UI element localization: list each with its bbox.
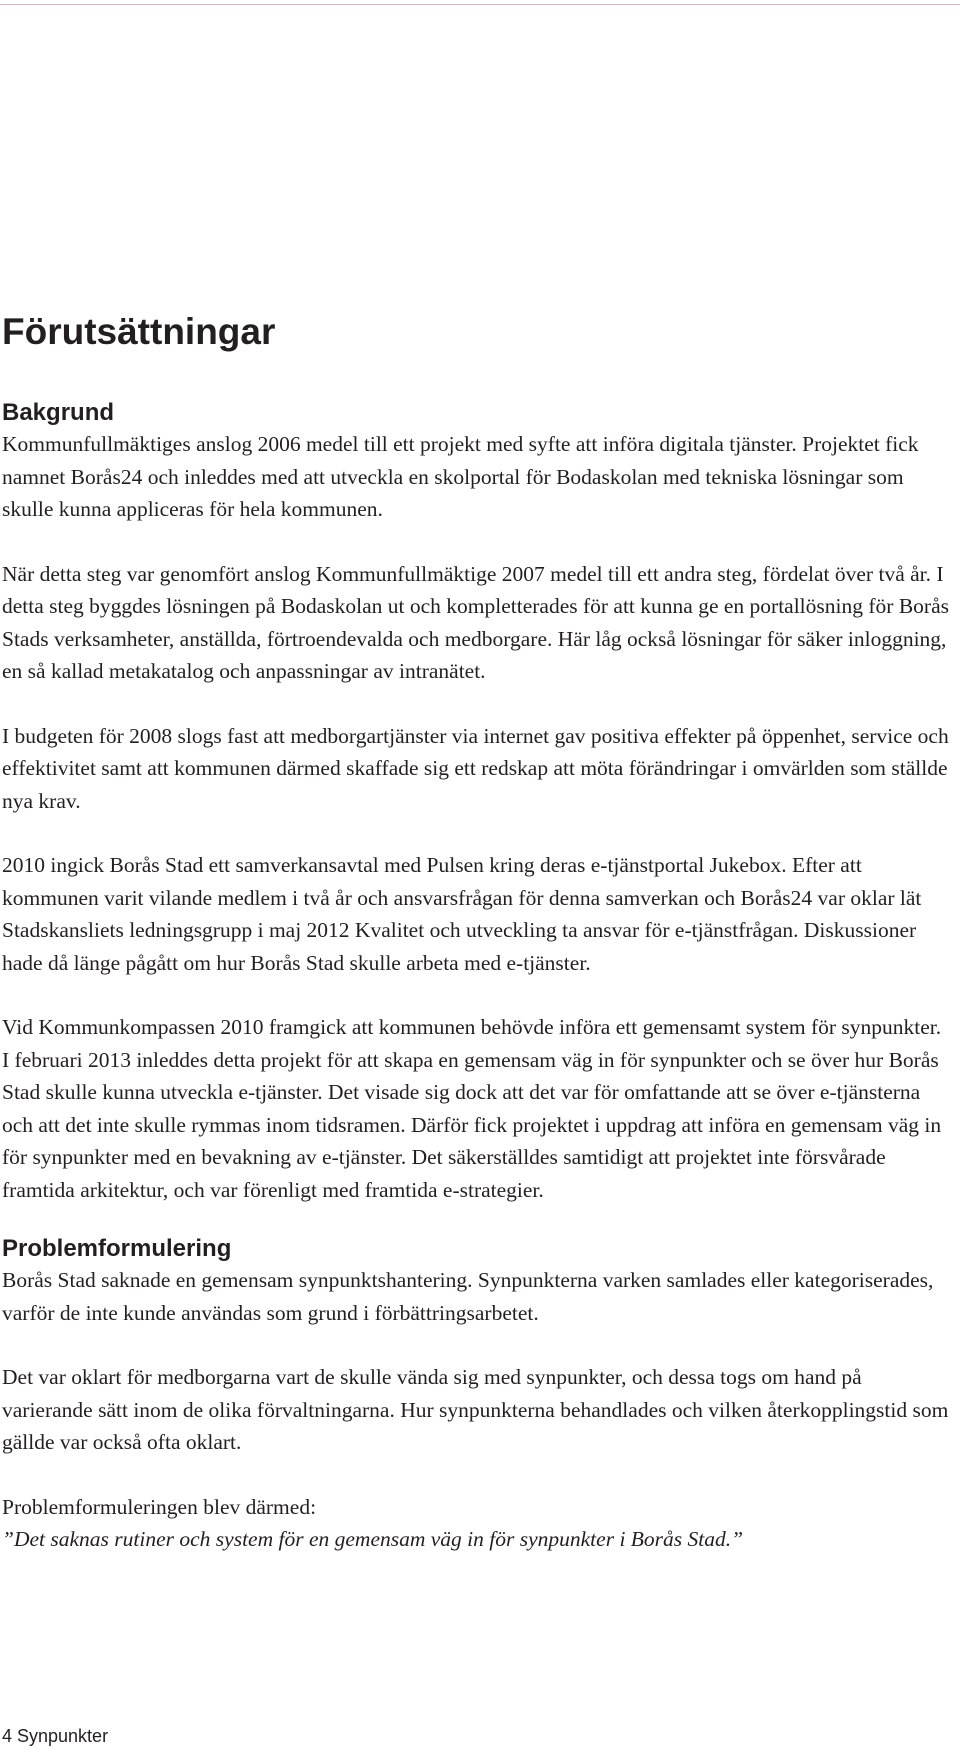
section-heading-problemformulering: Problemformulering [2, 1235, 232, 1262]
page-footer: 4 Synpunkter [2, 1726, 109, 1746]
page-content [2, 310, 952, 1556]
paragraph: Det var oklart för medborgarna vart de skulle vända sig med synpunkter, och dessa togs om hand på varierande sätt inom de olika förvaltningarna. Hur synpunkterna behandlades och vilken återkopplingstid som gällde var också ofta oklart. [2, 1365, 949, 1454]
paragraph: Kommunfullmäktiges anslog 2006 medel till ett projekt med syfte att införa digitala tjänster. Projektet fick namnet Borås24 och inleddes med att utveckla en skolportal för Bodaskolan med tekniska lösningar som skulle kunna appliceras för hela kommunen. [2, 432, 919, 521]
page-title: Förutsättningar [2, 311, 276, 352]
section-problemformulering [2, 1234, 952, 1556]
paragraph: I budgeten för 2008 slogs fast att medborgartjänster via internet gav positiva effekter på öppenhet, service och effektivitet samt att kommunen därmed skaffade sig ett redskap att möta förändringar i omvärlden som ställde nya krav. [2, 723, 949, 813]
top-rule [0, 4, 960, 5]
paragraph: 2010 ingick Borås Stad ett samverkansavtal med Pulsen kring deras e-tjänstportal Jukebox. Efter att kommunen varit vilande medlem i två år och ansvarsfrågan för denna samverkan och Borås24 var oklar lät Stadskansliets ledningsgrupp i maj 2012 Kvalitet och utveckling ta ansvar för e-tjänstfrågan. Diskussioner hade då länge pågått om hur Borås Stad skulle arbeta med e-tjänster. [2, 853, 922, 975]
paragraph: När detta steg var genomfört anslog Kommunfullmäktige 2007 medel till ett andra steg, fördelat över två år. I detta steg byggdes lösningen på Bodaskolan ut och kompletterades för att kunna ge en portallösning för Borås Stads verksamheter, anställda, förtroendevalda och medborgare. Här låg också lösningar för säker inloggning, en så kallad metakatalog och anpassningar av intranätet. [2, 561, 949, 683]
section-bakgrund [2, 398, 952, 1206]
paragraph: Vid Kommunkompassen 2010 framgick att kommunen behövde införa ett gemensamt system för synpunkter. I februari 2013 inleddes detta projekt för att skapa en gemensam väg in för synpunkter och se över hur Borås Stad skulle kunna utveckla e-tjänster. Det visade sig dock att det var för omfattande att se över e-tjänsterna och att det inte skulle rymmas inom tidsramen. Därför fick projektet i uppdrag att införa en gemensam väg in för synpunkter med en bevakning av e-tjänster. Det säkerställdes samtidigt att projektet inte försvårade framtida arkitektur, och var förenligt med framtida e-strategier. [2, 1015, 942, 1202]
problem-quote: ”Det saknas rutiner och system för en gemensam väg in för synpunkter i Borås Stad.” [2, 1527, 744, 1551]
paragraph: Borås Stad saknade en gemensam synpunktshantering. Synpunkterna varken samlades eller kategoriserades, varför de inte kunde användas som grund i förbättringsarbetet. [2, 1268, 934, 1325]
section-spacer [2, 1206, 952, 1234]
section-heading-bakgrund: Bakgrund [2, 399, 115, 426]
problem-lead-in: Problemformuleringen blev därmed: [2, 1494, 317, 1519]
